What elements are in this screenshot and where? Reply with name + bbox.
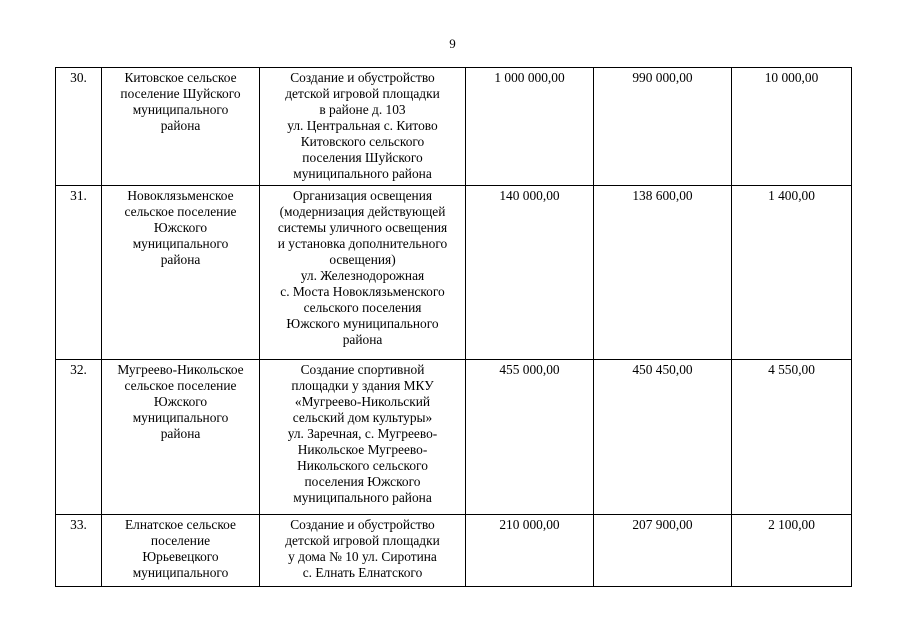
row-number: 30.: [56, 68, 102, 186]
table-row: [56, 186, 852, 360]
total-amount: 140 000,00: [466, 186, 594, 360]
settlement-name: Китовское сельское поселение Шуйского муниципального района: [102, 68, 260, 186]
settlement-name: Мугреево-Никольское сельское поселение Южского муниципального района: [102, 360, 260, 515]
regional-amount: 138 600,00: [594, 186, 732, 360]
regional-amount: 450 450,00: [594, 360, 732, 515]
row-number: 33.: [56, 515, 102, 587]
project-description: Создание спортивной площадки у здания МКУ «Мугреево-Никольский сельский дом культуры» ул. Заречная, с. Мугреево- Никольское Мугреево- Никольского сельского поселения Южского муниципального района: [260, 360, 466, 515]
table-row: [56, 360, 852, 515]
local-amount: 10 000,00: [732, 68, 852, 186]
project-description: Создание и обустройство детской игровой площадки у дома № 10 ул. Сиротина с. Елнать Елнатского: [260, 515, 466, 587]
project-description: Создание и обустройство детской игровой площадки в районе д. 103 ул. Центральная с. Китово Китовского сельского поселения Шуйского муниципального района: [260, 68, 466, 186]
row-number: 32.: [56, 360, 102, 515]
settlement-name: Новоклязьменское сельское поселение Южского муниципального района: [102, 186, 260, 360]
regional-amount: 207 900,00: [594, 515, 732, 587]
row-number: 31.: [56, 186, 102, 360]
total-amount: 455 000,00: [466, 360, 594, 515]
page-number: 9: [449, 36, 456, 51]
local-amount: 1 400,00: [732, 186, 852, 360]
local-amount: 4 550,00: [732, 360, 852, 515]
local-amount: 2 100,00: [732, 515, 852, 587]
total-amount: 210 000,00: [466, 515, 594, 587]
project-description: Организация освещения (модернизация действующей системы уличного освещения и установка дополнительного освещения) ул. Железнодорожная с. Моста Новоклязьменского сельского поселения Южского муниципального района: [260, 186, 466, 360]
total-amount: 1 000 000,00: [466, 68, 594, 186]
table-row: [56, 515, 852, 587]
regional-amount: 990 000,00: [594, 68, 732, 186]
subsidy-table: [55, 67, 852, 587]
table-row: [56, 68, 852, 186]
settlement-name: Елнатское сельское поселение Юрьевецкого муниципального: [102, 515, 260, 587]
